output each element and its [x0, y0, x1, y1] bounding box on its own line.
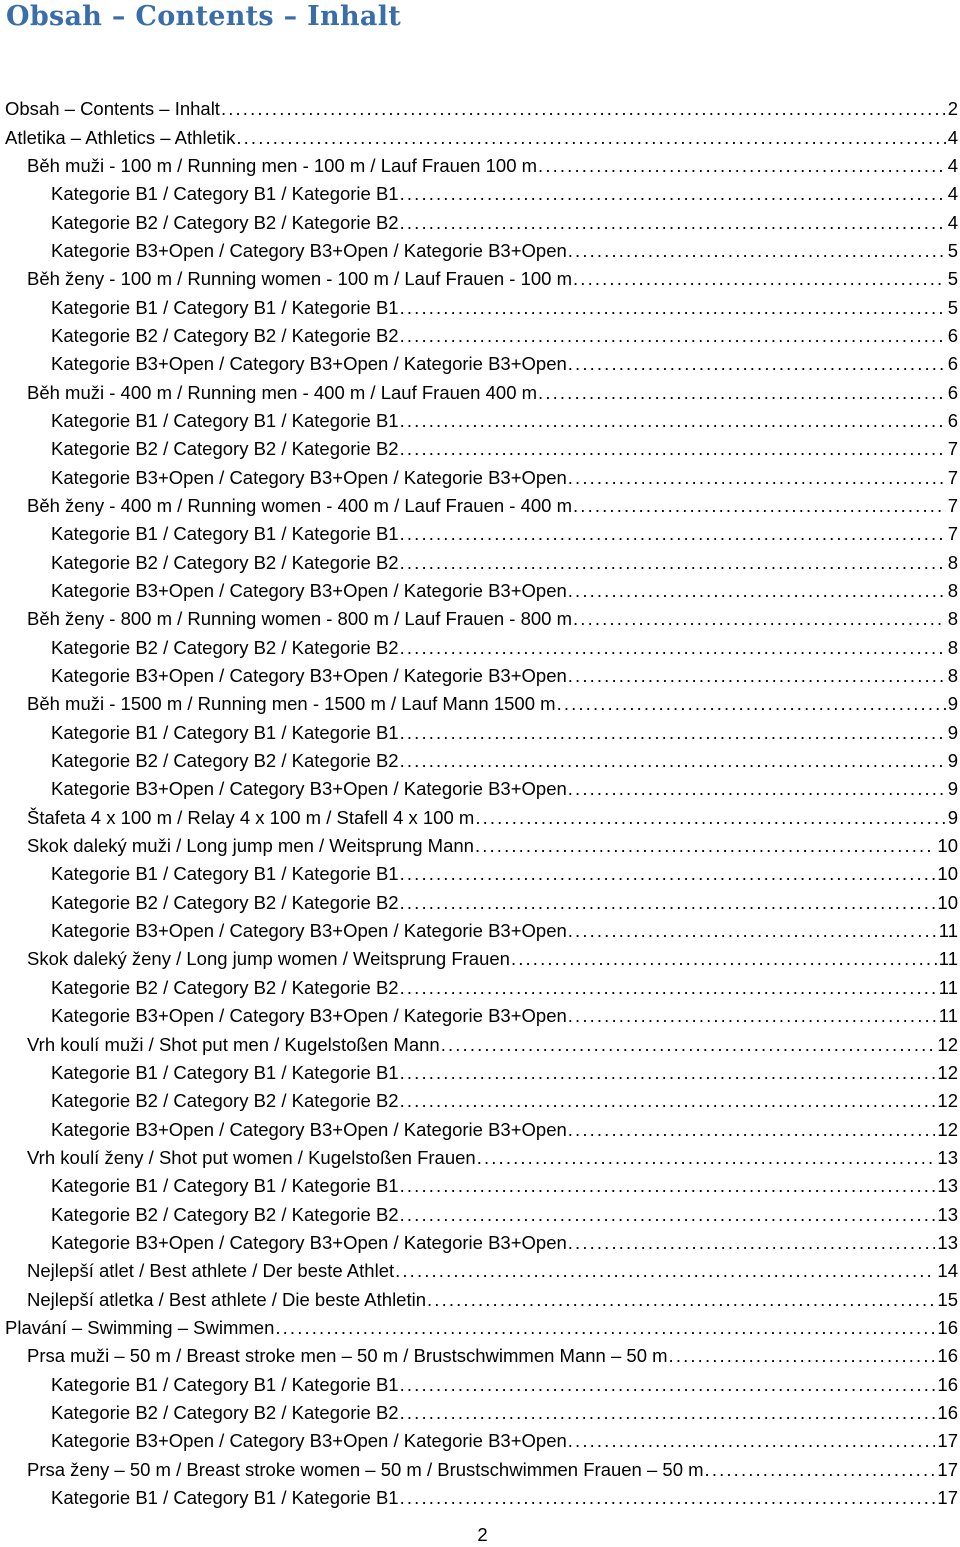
toc-dot-leader [568, 239, 946, 263]
toc-entry-page-number[interactable]: 16 [937, 1316, 958, 1338]
toc-dot-leader [400, 1486, 936, 1510]
toc-entry-page-number[interactable]: 9 [947, 750, 958, 772]
toc-entry[interactable] [0, 719, 960, 747]
toc-dot-leader [669, 1344, 936, 1368]
toc-entry-page-number[interactable]: 12 [937, 1033, 958, 1055]
toc-entry[interactable] [0, 350, 960, 378]
toc-entry-page-number[interactable]: 12 [937, 1118, 958, 1140]
toc-dot-leader [400, 721, 946, 745]
toc-entry[interactable] [0, 293, 960, 321]
toc-entry[interactable] [0, 1257, 960, 1285]
toc-entry-page-number[interactable]: 6 [947, 409, 958, 431]
toc-entry-title[interactable]: Běh ženy - 400 m / Running women - 400 m / Lauf Frauen - 400 m [27, 494, 573, 516]
toc-entry[interactable] [0, 889, 960, 917]
toc-entry-title[interactable]: Nejlepší atlet / Best athlete / Der beste Athlet [27, 1260, 395, 1282]
toc-entry-page-number[interactable]: 6 [947, 324, 958, 346]
toc-entry-page-number[interactable]: 6 [947, 353, 958, 375]
toc-entry[interactable] [0, 520, 960, 548]
toc-entry-page-number[interactable]: 7 [947, 494, 958, 516]
toc-entry-page-number[interactable]: 10 [937, 863, 958, 885]
toc-entry-page-number[interactable]: 7 [947, 523, 958, 545]
toc-entry[interactable] [0, 152, 960, 180]
toc-entry-page-number[interactable]: 8 [947, 665, 958, 687]
toc-dot-leader [568, 1118, 936, 1142]
toc-entry-title[interactable]: Kategorie B2 / Category B2 / Kategorie B2 [51, 211, 399, 233]
toc-entry-page-number[interactable]: 4 [947, 183, 958, 205]
toc-dot-leader [400, 409, 946, 433]
toc-entry-page-number[interactable]: 11 [938, 920, 958, 942]
toc-entry-title[interactable]: Kategorie B1 / Category B1 / Kategorie B1 [51, 1061, 399, 1083]
toc-entry-page-number[interactable]: 7 [947, 466, 958, 488]
toc-dot-leader [573, 607, 946, 631]
toc-entry[interactable] [0, 237, 960, 265]
toc-dot-leader [400, 749, 946, 773]
toc-entry-title[interactable]: Kategorie B1 / Category B1 / Kategorie B1 [51, 523, 399, 545]
toc-entry-title[interactable]: Běh ženy - 100 m / Running women - 100 m / Lauf Frauen - 100 m [27, 268, 573, 290]
toc-entry-page-number[interactable]: 8 [947, 636, 958, 658]
toc-entry-title[interactable]: Obsah – Contents – Inhalt [5, 98, 220, 120]
toc-entry-title[interactable]: Kategorie B3+Open / Category B3+Open / Kategorie B3+Open [51, 466, 567, 488]
toc-entry[interactable] [0, 208, 960, 236]
toc-dot-leader [475, 834, 935, 858]
toc-dot-leader [568, 579, 946, 603]
toc-dot-leader [400, 636, 946, 660]
toc-entry[interactable] [0, 605, 960, 633]
toc-entry-title[interactable]: Vrh koulí ženy / Shot put women / Kugelstoßen Frauen [27, 1146, 476, 1168]
toc-entry[interactable] [0, 123, 960, 151]
toc-entry-title[interactable]: Kategorie B3+Open / Category B3+Open / Kategorie B3+Open [51, 1118, 567, 1140]
toc-entry[interactable] [0, 690, 960, 718]
toc-dot-leader [441, 1033, 936, 1057]
toc-entry-page-number[interactable]: 12 [937, 1061, 958, 1083]
toc-entry[interactable] [0, 1456, 960, 1484]
toc-entry-page-number[interactable]: 11 [938, 976, 958, 998]
toc-entry-title[interactable]: Kategorie B2 / Category B2 / Kategorie B2 [51, 1401, 399, 1423]
toc-entry-title[interactable]: Kategorie B1 / Category B1 / Kategorie B1 [51, 721, 399, 743]
toc-dot-leader [400, 1174, 936, 1198]
toc-entry-page-number[interactable]: 13 [937, 1175, 958, 1197]
toc-entry-page-number[interactable]: 16 [937, 1401, 958, 1423]
toc-entry[interactable] [0, 435, 960, 463]
toc-dot-leader [400, 296, 946, 320]
toc-entry[interactable] [0, 180, 960, 208]
toc-entry[interactable] [0, 775, 960, 803]
toc-entry-title[interactable]: Prsa ženy – 50 m / Breast stroke women – 50 m / Brustschwimmen Frauen – 50 m [27, 1458, 704, 1480]
toc-entry-title[interactable]: Kategorie B2 / Category B2 / Kategorie B2 [51, 750, 399, 772]
toc-entry[interactable] [0, 1172, 960, 1200]
toc-entry-title[interactable]: Kategorie B1 / Category B1 / Kategorie B1 [51, 183, 399, 205]
toc-entry-page-number[interactable]: 17 [937, 1458, 958, 1480]
toc-entry-title[interactable]: Kategorie B3+Open / Category B3+Open / Kategorie B3+Open [51, 1005, 567, 1027]
toc-entry-page-number[interactable]: 12 [937, 1090, 958, 1112]
toc-entry[interactable] [0, 577, 960, 605]
toc-entry-title[interactable]: Kategorie B2 / Category B2 / Kategorie B2 [51, 438, 399, 460]
toc-dot-leader [475, 806, 945, 830]
toc-dot-leader [400, 1089, 936, 1113]
toc-entry[interactable] [0, 378, 960, 406]
toc-entry-page-number[interactable]: 5 [947, 239, 958, 261]
toc-entry-title[interactable]: Běh muži - 400 m / Running men - 400 m / Lauf Frauen 400 m [27, 381, 538, 403]
toc-entry-title[interactable]: Prsa muži – 50 m / Breast stroke men – 50 m / Brustschwimmen Mann – 50 m [27, 1345, 668, 1367]
toc-entry-title[interactable]: Kategorie B3+Open / Category B3+Open / Kategorie B3+Open [51, 580, 567, 602]
toc-entry-title[interactable]: Kategorie B1 / Category B1 / Kategorie B1 [51, 296, 399, 318]
toc-entry-title[interactable]: Skok daleký muži / Long jump men / Weitsprung Mann [27, 835, 474, 857]
toc-entry-page-number[interactable]: 8 [947, 608, 958, 630]
toc-entry[interactable] [0, 1229, 960, 1257]
toc-entry-title[interactable]: Kategorie B2 / Category B2 / Kategorie B2 [51, 1203, 399, 1225]
toc-entry[interactable] [0, 95, 960, 123]
toc-entry[interactable] [0, 804, 960, 832]
toc-entry-page-number[interactable]: 16 [937, 1345, 958, 1367]
toc-entry-title[interactable]: Kategorie B3+Open / Category B3+Open / Kategorie B3+Open [51, 778, 567, 800]
toc-entry[interactable] [0, 1002, 960, 1030]
toc-entry-page-number[interactable]: 16 [937, 1373, 958, 1395]
toc-entry[interactable] [0, 945, 960, 973]
toc-entry-title[interactable]: Kategorie B1 / Category B1 / Kategorie B1 [51, 409, 399, 431]
toc-entry[interactable] [0, 974, 960, 1002]
toc-entry-page-number[interactable]: 8 [947, 551, 958, 573]
toc-dot-leader [400, 1061, 936, 1085]
toc-entry-page-number[interactable]: 13 [937, 1146, 958, 1168]
toc-entry-title[interactable]: Kategorie B2 / Category B2 / Kategorie B2 [51, 551, 399, 573]
toc-dot-leader [568, 777, 946, 801]
toc-entry-page-number[interactable]: 4 [947, 211, 958, 233]
toc-entry-page-number[interactable]: 5 [947, 296, 958, 318]
toc-entry-title[interactable]: Kategorie B1 / Category B1 / Kategorie B1 [51, 1487, 399, 1509]
toc-dot-leader [568, 664, 946, 688]
toc-entry-title[interactable]: Kategorie B2 / Category B2 / Kategorie B2 [51, 976, 399, 998]
page-title: Obsah – Contents – Inhalt [6, 1, 402, 32]
toc-dot-leader [568, 1429, 936, 1453]
toc-entry-page-number[interactable]: 5 [947, 268, 958, 290]
toc-entry-title[interactable]: Kategorie B2 / Category B2 / Kategorie B2 [51, 1090, 399, 1112]
toc-entry-title[interactable]: Plavání – Swimming – Swimmen [5, 1316, 275, 1338]
toc-entry-title[interactable]: Kategorie B3+Open / Category B3+Open / Kategorie B3+Open [51, 1430, 567, 1452]
toc-dot-leader [538, 154, 946, 178]
toc-entry-page-number[interactable]: 9 [947, 778, 958, 800]
toc-entry[interactable] [0, 1370, 960, 1398]
toc-dot-leader [568, 1004, 937, 1028]
toc-entry[interactable] [0, 662, 960, 690]
toc-entry-title[interactable]: Běh muži - 100 m / Running men - 100 m / Lauf Frauen 100 m [27, 154, 538, 176]
toc-dot-leader [557, 692, 946, 716]
toc-dot-leader [400, 862, 936, 886]
toc-entry-page-number[interactable]: 8 [947, 580, 958, 602]
toc-entry-page-number[interactable]: 10 [937, 835, 958, 857]
toc-entry[interactable] [0, 1059, 960, 1087]
toc-entry-title[interactable]: Skok daleký ženy / Long jump women / Weitsprung Frauen [27, 948, 510, 970]
toc-entry[interactable] [0, 1399, 960, 1427]
toc-entry-title[interactable]: Kategorie B1 / Category B1 / Kategorie B1 [51, 1175, 399, 1197]
toc-entry[interactable] [0, 634, 960, 662]
toc-entry-page-number[interactable]: 17 [937, 1430, 958, 1452]
toc-dot-leader [568, 1231, 936, 1255]
toc-dot-leader [568, 352, 946, 376]
toc-entry-title[interactable]: Kategorie B2 / Category B2 / Kategorie B2 [51, 891, 399, 913]
toc-entry[interactable] [0, 1484, 960, 1512]
toc-entry-page-number[interactable]: 4 [947, 154, 958, 176]
table-of-contents [0, 95, 960, 1512]
toc-entry-title[interactable]: Kategorie B3+Open / Category B3+Open / Kategorie B3+Open [51, 920, 567, 942]
toc-entry-page-number[interactable]: 11 [938, 948, 958, 970]
toc-entry-title[interactable]: Atletika – Athletics – Athletik [5, 126, 236, 148]
toc-dot-leader [400, 211, 946, 235]
toc-entry-title[interactable]: Vrh koulí muži / Shot put men / Kugelstoßen Mann [27, 1033, 440, 1055]
toc-dot-leader [400, 522, 946, 546]
toc-dot-leader [511, 947, 937, 971]
toc-entry-title[interactable]: Kategorie B1 / Category B1 / Kategorie B1 [51, 863, 399, 885]
toc-entry-page-number[interactable]: 13 [937, 1231, 958, 1253]
toc-entry-page-number[interactable]: 17 [937, 1487, 958, 1509]
toc-dot-leader [705, 1458, 936, 1482]
toc-entry[interactable] [0, 1087, 960, 1115]
toc-dot-leader [400, 182, 946, 206]
toc-entry-page-number[interactable]: 13 [937, 1203, 958, 1225]
toc-entry[interactable] [0, 549, 960, 577]
toc-entry-title[interactable]: Kategorie B2 / Category B2 / Kategorie B2 [51, 636, 399, 658]
toc-entry[interactable] [0, 463, 960, 491]
toc-entry[interactable] [0, 492, 960, 520]
toc-dot-leader [427, 1288, 935, 1312]
toc-entry-title[interactable]: Kategorie B3+Open / Category B3+Open / Kategorie B3+Open [51, 665, 567, 687]
toc-entry-page-number[interactable]: 9 [947, 693, 958, 715]
toc-dot-leader [400, 324, 946, 348]
toc-dot-leader [275, 1316, 935, 1340]
footer-page-number: 2 [477, 1524, 488, 1545]
toc-dot-leader [400, 1203, 936, 1227]
toc-entry-title[interactable]: Běh muži - 1500 m / Running men - 1500 m / Lauf Mann 1500 m [27, 693, 556, 715]
toc-dot-leader [568, 466, 946, 490]
toc-entry[interactable] [0, 1314, 960, 1342]
toc-entry-page-number[interactable]: 14 [937, 1260, 958, 1282]
toc-entry[interactable] [0, 1342, 960, 1370]
toc-entry[interactable] [0, 1030, 960, 1058]
toc-entry-page-number[interactable]: 10 [937, 891, 958, 913]
toc-dot-leader [568, 919, 937, 943]
toc-entry[interactable] [0, 1427, 960, 1455]
toc-dot-leader [400, 1401, 936, 1425]
toc-dot-leader [395, 1259, 935, 1283]
toc-entry[interactable] [0, 265, 960, 293]
toc-entry-page-number[interactable]: 15 [937, 1288, 958, 1310]
toc-entry-title[interactable]: Kategorie B3+Open / Category B3+Open / Kategorie B3+Open [51, 239, 567, 261]
toc-dot-leader [400, 891, 936, 915]
toc-dot-leader [477, 1146, 936, 1170]
toc-dot-leader [400, 437, 946, 461]
toc-dot-leader [400, 1373, 936, 1397]
toc-dot-leader [573, 494, 946, 518]
toc-entry[interactable] [0, 832, 960, 860]
toc-entry-title[interactable]: Kategorie B2 / Category B2 / Kategorie B2 [51, 324, 399, 346]
toc-entry[interactable] [0, 322, 960, 350]
toc-entry-page-number[interactable]: 4 [947, 126, 958, 148]
toc-dot-leader [236, 126, 945, 150]
toc-entry[interactable] [0, 860, 960, 888]
toc-entry[interactable] [0, 407, 960, 435]
toc-entry-page-number[interactable]: 9 [947, 806, 958, 828]
toc-dot-leader [573, 267, 946, 291]
toc-dot-leader [221, 97, 946, 121]
toc-entry-title[interactable]: Kategorie B1 / Category B1 / Kategorie B1 [51, 1373, 399, 1395]
toc-dot-leader [400, 976, 937, 1000]
toc-entry-page-number[interactable]: 6 [947, 381, 958, 403]
toc-entry-page-number[interactable]: 11 [938, 1005, 958, 1027]
toc-entry-page-number[interactable]: 9 [947, 721, 958, 743]
toc-entry-page-number[interactable]: 7 [947, 438, 958, 460]
toc-entry-page-number[interactable]: 2 [947, 98, 958, 120]
toc-entry-title[interactable]: Kategorie B3+Open / Category B3+Open / Kategorie B3+Open [51, 353, 567, 375]
toc-entry[interactable] [0, 1144, 960, 1172]
toc-entry[interactable] [0, 1200, 960, 1228]
toc-entry-title[interactable]: Štafeta 4 x 100 m / Relay 4 x 100 m / Stafell 4 x 100 m [27, 806, 475, 828]
toc-entry[interactable] [0, 1285, 960, 1313]
toc-entry[interactable] [0, 747, 960, 775]
toc-entry[interactable] [0, 917, 960, 945]
toc-entry-title[interactable]: Kategorie B3+Open / Category B3+Open / Kategorie B3+Open [51, 1231, 567, 1253]
toc-dot-leader [400, 551, 946, 575]
toc-entry-title[interactable]: Běh ženy - 800 m / Running women - 800 m / Lauf Frauen - 800 m [27, 608, 573, 630]
toc-entry[interactable] [0, 1115, 960, 1143]
toc-dot-leader [538, 381, 946, 405]
toc-entry-title[interactable]: Nejlepší atletka / Best athlete / Die beste Athletin [27, 1288, 427, 1310]
